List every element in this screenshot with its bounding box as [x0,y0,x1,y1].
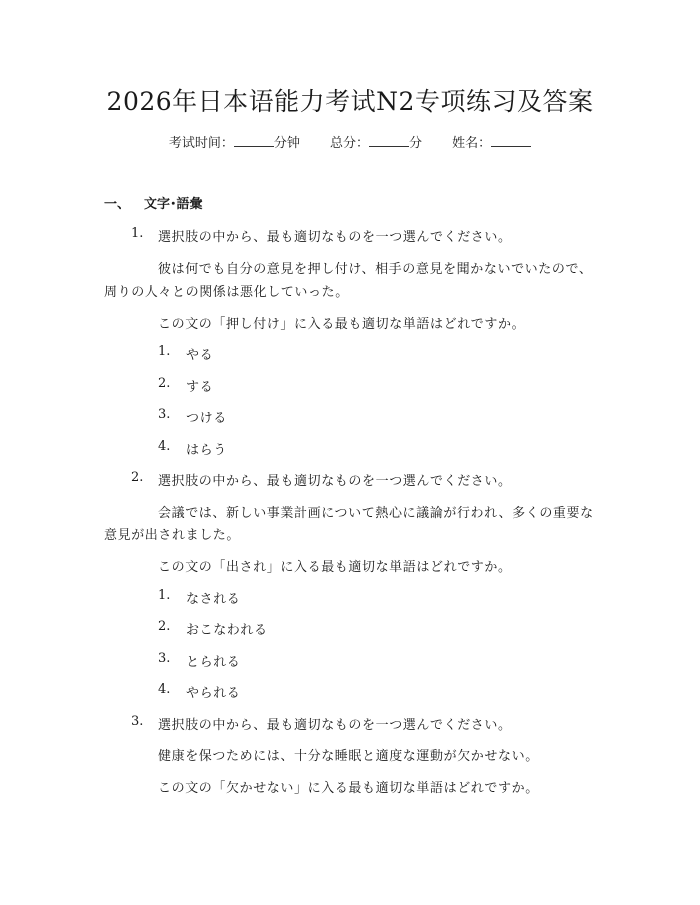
option-number: 2. [158,376,171,391]
question-prompt: この文の「出され」に入る最も適切な単語はどれですか。 [158,560,512,575]
question-instruction: 選択肢の中から、最も適切なものを一つ選んでください。 [158,718,512,733]
score-label: 总分： [329,136,369,151]
name-blank [491,134,531,147]
exam-time [169,136,300,151]
question-number: 3. [131,714,144,729]
time-blank [234,134,274,147]
name-label: 姓名： [452,136,492,151]
option-text: はらう [186,443,227,458]
option-text: やられる [186,686,241,701]
exam-name [452,136,531,151]
time-label: 考试时间： [168,136,234,151]
question-sentence: 健康を保つためには、十分な睡眠と適度な運動が欠かせない。 [158,749,539,764]
option-text: やる [186,348,214,363]
option-number: 2. [158,619,171,634]
score-blank [369,134,409,147]
option-text: なされる [186,592,241,607]
question-prompt: この文の「欠かせない」に入る最も適切な単語はどれですか。 [158,781,539,796]
option-text: する [186,380,214,395]
option-text: つける [186,411,227,426]
option-number: 3. [158,651,171,666]
exam-score [330,136,422,151]
score-unit: 分 [409,136,423,151]
option-number: 1. [158,588,171,603]
question-instruction: 選択肢の中から、最も適切なものを一つ選んでください。 [158,230,512,245]
section-heading [104,193,203,212]
exam-meta [0,132,700,151]
option-text: とられる [186,655,241,670]
question-sentence: 彼は何でも自分の意見を押し付け、相手の意見を聞かないでいたので、 [158,262,593,277]
section-title: 文字･語彙 [144,197,203,212]
option-number: 1. [158,344,171,359]
question-sentence-continued: 意見が出されました。 [104,528,241,543]
question-number: 2. [131,470,144,485]
question-prompt: この文の「押し付け」に入る最も適切な単語はどれですか。 [158,317,526,332]
section-number: 一、 [104,197,131,212]
time-unit: 分钟 [273,136,300,151]
question-instruction: 選択肢の中から、最も適切なものを一つ選んでください。 [158,474,512,489]
option-number: 4. [158,439,171,454]
question-sentence-continued: 周りの人々との関係は悪化していった。 [104,285,349,300]
question-number: 1. [131,226,144,241]
page-title: 2026年日本语能力考试N2专项练习及答案 [106,87,594,116]
option-number: 3. [158,407,171,422]
question-sentence: 会議では、新しい事業計画について熱心に議論が行われ、多くの重要な [158,506,594,521]
option-text: おこなわれる [186,623,268,638]
option-number: 4. [158,682,171,697]
